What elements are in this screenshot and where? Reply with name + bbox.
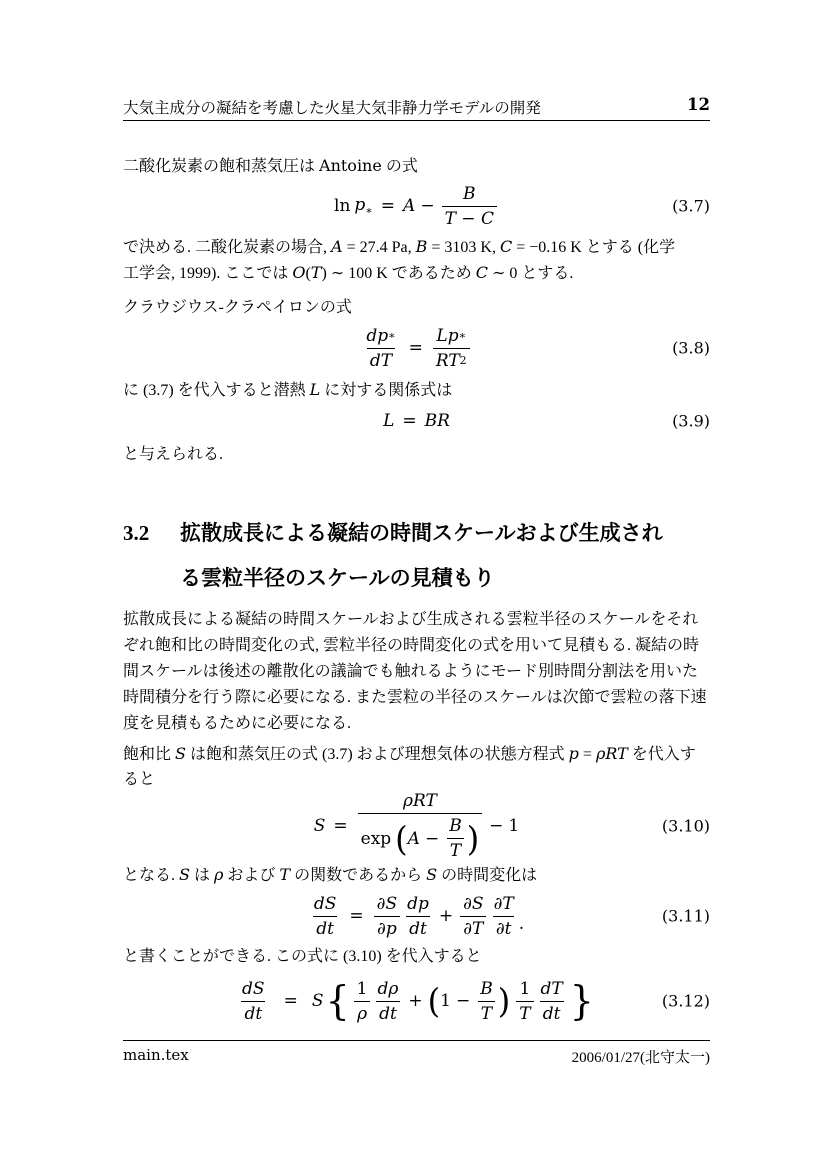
math-number: 1 bbox=[440, 991, 451, 1011]
text-segment: ると bbox=[123, 771, 156, 788]
equation-number: (3.10) bbox=[661, 816, 710, 836]
paragraph-timescale-intro bbox=[123, 607, 710, 737]
text-segment: および bbox=[223, 867, 280, 884]
paragraph-given bbox=[123, 442, 710, 468]
math-superscript: 2 bbox=[459, 354, 467, 367]
text-segment: ( bbox=[305, 265, 311, 282]
text-segment: の時間変化は bbox=[437, 867, 538, 884]
text-segment: = 27.4 Pa, bbox=[342, 239, 416, 256]
math-term bbox=[354, 195, 372, 217]
fraction-numerator: B bbox=[480, 978, 493, 999]
text-line bbox=[123, 741, 710, 767]
text-segment: に対する関係式は bbox=[320, 382, 453, 399]
footer-date-author: 2006/01/27(北守太一) bbox=[571, 1050, 710, 1066]
fraction-denominator bbox=[433, 348, 470, 371]
brace-close-icon: } bbox=[569, 977, 594, 1025]
text-segment: と与えられる. bbox=[123, 446, 224, 463]
fraction-numerator: B bbox=[449, 816, 462, 836]
equation-3-8 bbox=[123, 322, 710, 374]
math-relation: = bbox=[349, 906, 364, 926]
fraction-denominator: T bbox=[478, 1001, 495, 1024]
text-segment: ぞれ飽和比の時間変化の式, 雲粒半径の時間変化の式を用いて見積もる. 凝結の時 bbox=[123, 637, 700, 654]
math-var: dp bbox=[366, 325, 389, 346]
math-function: exp bbox=[360, 828, 392, 849]
fraction-denominator: ∂p bbox=[374, 916, 400, 939]
fraction-numerator: dp bbox=[407, 893, 429, 914]
fraction-denominator: T bbox=[447, 838, 464, 861]
brace-open-icon: { bbox=[325, 977, 350, 1025]
fraction-denominator: dt bbox=[540, 1001, 564, 1024]
math-var: BR bbox=[424, 411, 450, 431]
text-line bbox=[123, 153, 710, 179]
text-segment: C bbox=[499, 237, 513, 256]
equation-3-10 bbox=[123, 791, 710, 861]
paragraph-saturation-ratio bbox=[123, 741, 710, 793]
text-line bbox=[123, 944, 710, 970]
equation-3-12 bbox=[123, 972, 710, 1030]
math-fraction bbox=[311, 894, 340, 939]
math-var: S bbox=[313, 816, 326, 836]
text-segment: 工学会, 1999). ここでは bbox=[123, 265, 293, 282]
paren-open-icon: ( bbox=[395, 818, 408, 859]
text-segment: B bbox=[415, 237, 428, 256]
math-fraction bbox=[491, 894, 517, 939]
fraction-numerator: ∂S bbox=[463, 893, 484, 914]
equation-3-9 bbox=[123, 406, 710, 436]
fraction-numerator: 1 bbox=[356, 978, 368, 999]
fraction-numerator: 1 bbox=[519, 978, 531, 999]
equation-3-8-math bbox=[123, 322, 710, 374]
text-line bbox=[123, 685, 710, 711]
footer-rule bbox=[123, 1040, 710, 1041]
math-fraction bbox=[239, 979, 268, 1024]
text-segment: Antoine bbox=[319, 156, 382, 175]
math-var: A bbox=[403, 196, 416, 216]
math-var: S bbox=[311, 991, 324, 1011]
text-line bbox=[123, 711, 710, 737]
header-rule bbox=[123, 120, 710, 121]
text-segment: A bbox=[331, 237, 343, 256]
math-operator: − bbox=[420, 196, 435, 216]
math-fraction bbox=[446, 816, 465, 861]
math-fraction bbox=[374, 894, 400, 939]
text-segment: となる. bbox=[123, 867, 180, 884]
math-relation: = bbox=[380, 196, 396, 216]
text-line bbox=[123, 377, 710, 403]
math-fraction bbox=[538, 979, 566, 1024]
text-segment: の関数であるから bbox=[290, 867, 427, 884]
text-segment: = bbox=[578, 746, 596, 763]
text-line bbox=[123, 607, 710, 633]
equation-3-9-math bbox=[123, 406, 710, 436]
equation-number: (3.12) bbox=[661, 991, 710, 1011]
text-line bbox=[123, 767, 710, 793]
paren-close-icon: ) bbox=[497, 981, 511, 1021]
fraction-denominator: dt bbox=[241, 1001, 265, 1024]
equation-number: (3.8) bbox=[672, 338, 710, 358]
footer-filename: main.tex bbox=[123, 1046, 189, 1064]
fraction-numerator: dS bbox=[242, 978, 265, 999]
text-segment: S bbox=[175, 744, 186, 763]
equation-3-7-math bbox=[123, 180, 710, 232]
text-segment: 飽和比 bbox=[123, 746, 176, 763]
fraction-denominator: ∂T bbox=[460, 916, 486, 939]
paragraph-latent-heat bbox=[123, 377, 710, 403]
text-line bbox=[123, 442, 710, 468]
section-heading-line-1 bbox=[123, 510, 743, 556]
math-relation: = bbox=[333, 816, 348, 836]
paragraph-antoine-intro bbox=[123, 153, 710, 179]
text-segment: O bbox=[292, 263, 306, 282]
equation-3-10-math bbox=[123, 791, 710, 861]
text-segment: p bbox=[568, 744, 579, 763]
equation-number: (3.9) bbox=[672, 411, 710, 431]
fraction-numerator: B bbox=[463, 183, 476, 204]
fraction-denominator: dT bbox=[367, 348, 395, 371]
text-segment: L bbox=[309, 380, 321, 399]
math-fraction bbox=[433, 326, 470, 371]
text-segment: ρRT bbox=[595, 744, 628, 763]
math-subscript: ∗ bbox=[365, 204, 373, 217]
text-segment: T bbox=[310, 263, 322, 282]
equation-3-11 bbox=[123, 890, 710, 942]
math-subscript: ∗ bbox=[388, 329, 396, 342]
text-segment: = −0.16 K とする (化学 bbox=[512, 239, 676, 256]
section-title-part-1: 拡散成長による凝結の時間スケールおよび生成され bbox=[180, 522, 663, 545]
text-segment: と書くことができる. この式に (3.10) を代入すると bbox=[123, 948, 482, 965]
math-function: ln bbox=[334, 196, 351, 216]
paragraph-s-function bbox=[123, 862, 710, 888]
section-title-part-2: る雲粒半径のスケールの見積もり bbox=[180, 567, 495, 590]
text-segment: クラウジウス-クラペイロンの式 bbox=[123, 299, 352, 316]
math-fraction bbox=[460, 894, 486, 939]
paragraph-constants bbox=[123, 234, 710, 286]
math-fraction bbox=[363, 326, 398, 371]
fraction-numerator bbox=[433, 326, 469, 348]
equation-number: (3.11) bbox=[661, 906, 710, 926]
fraction-denominator: ∂t bbox=[493, 916, 515, 939]
text-line bbox=[123, 633, 710, 659]
math-fraction bbox=[516, 979, 533, 1024]
text-segment: を代入す bbox=[627, 746, 696, 763]
text-segment: の式 bbox=[381, 158, 418, 175]
text-line bbox=[123, 295, 710, 321]
page-number: 12 bbox=[687, 95, 710, 114]
text-segment: で決める. 二酸化炭素の場合, bbox=[123, 239, 332, 256]
fraction-numerator bbox=[363, 326, 398, 348]
math-var: RT bbox=[435, 350, 460, 371]
running-header-title: 大気主成分の凝結を考慮した火星大気非静力学モデルの開発 bbox=[123, 100, 541, 117]
fraction-denominator: dt bbox=[376, 1001, 400, 1024]
fraction-numerator: ∂T bbox=[493, 893, 514, 914]
math-fraction bbox=[442, 184, 497, 229]
math-relation: = bbox=[408, 338, 423, 358]
math-operator: − bbox=[455, 991, 471, 1011]
paren-close-icon: ) bbox=[466, 818, 480, 859]
math-var: L bbox=[383, 411, 395, 431]
math-operator: + bbox=[438, 906, 454, 926]
math-fraction bbox=[354, 979, 371, 1024]
math-number: 1 bbox=[508, 816, 520, 836]
math-var: p bbox=[354, 195, 366, 215]
equation-3-11-math bbox=[123, 890, 710, 942]
text-segment: は bbox=[189, 867, 214, 884]
text-segment: 拡散成長による凝結の時間スケールおよび生成される雲粒半径のスケールをそれ bbox=[123, 611, 699, 628]
fraction-denominator: dt bbox=[313, 916, 337, 939]
paren-open-icon: ( bbox=[427, 981, 441, 1021]
math-fraction bbox=[404, 894, 432, 939]
fraction-numerator: ∂S bbox=[376, 893, 398, 914]
text-segment: 時間積分を行う際に必要になる. また雲粒の半径のスケールは次節で雲粒の落下速 bbox=[123, 689, 707, 706]
math-fraction bbox=[375, 979, 402, 1024]
math-punctuation: . bbox=[518, 914, 525, 934]
text-segment: ) ∼ 100 K であるため bbox=[321, 265, 476, 282]
section-number: 3.2 bbox=[123, 521, 150, 545]
text-segment: S bbox=[426, 865, 438, 884]
section-heading-3-2 bbox=[123, 510, 743, 602]
fraction-numerator: dS bbox=[313, 893, 337, 914]
math-subscript: ∗ bbox=[458, 329, 467, 342]
math-relation: = bbox=[402, 411, 417, 431]
paragraph-clausius-clapeyron bbox=[123, 295, 710, 321]
equation-3-7 bbox=[123, 180, 710, 232]
math-var: Lp bbox=[436, 325, 459, 346]
fraction-numerator: dT bbox=[540, 978, 563, 999]
fraction-numerator: ρRT bbox=[402, 791, 437, 811]
text-segment: S bbox=[179, 865, 190, 884]
math-operator: + bbox=[408, 991, 423, 1011]
fraction-denominator: ρ bbox=[354, 1001, 370, 1024]
text-segment: C bbox=[475, 263, 489, 282]
text-segment: 間スケールは後述の離散化の議論でも触れるようにモード別時間分割法を用いた bbox=[123, 663, 699, 680]
text-segment: 二酸化炭素の飽和蒸気圧は bbox=[123, 158, 320, 175]
math-relation: = bbox=[283, 991, 298, 1011]
text-segment: ∼ 0 とする. bbox=[488, 265, 574, 282]
equation-3-12-math bbox=[123, 972, 710, 1030]
text-segment: ρ bbox=[214, 865, 224, 884]
text-line bbox=[123, 234, 710, 260]
fraction-denominator bbox=[358, 813, 483, 861]
text-line bbox=[123, 659, 710, 685]
text-segment: は飽和蒸気圧の式 (3.7) および理想気体の状態方程式 bbox=[185, 746, 569, 763]
math-fraction bbox=[477, 979, 496, 1024]
text-line bbox=[123, 862, 710, 888]
text-segment: = 3103 K, bbox=[427, 239, 500, 256]
fraction-denominator: T bbox=[516, 1001, 533, 1024]
math-fraction bbox=[358, 791, 483, 861]
text-segment: 度を見積もるために必要になる. bbox=[123, 715, 352, 732]
text-segment: に (3.7) を代入すると潜熱 bbox=[123, 382, 310, 399]
math-operator: − bbox=[424, 828, 440, 849]
text-segment: T bbox=[279, 865, 291, 884]
fraction-denominator: T − C bbox=[442, 206, 497, 229]
equation-number: (3.7) bbox=[672, 196, 710, 216]
paragraph-substitute-310 bbox=[123, 944, 710, 970]
math-operator: − bbox=[489, 816, 504, 836]
fraction-numerator: dρ bbox=[377, 978, 399, 999]
fraction-denominator: dt bbox=[406, 916, 430, 939]
math-var: A bbox=[407, 828, 420, 849]
text-line bbox=[123, 260, 710, 286]
